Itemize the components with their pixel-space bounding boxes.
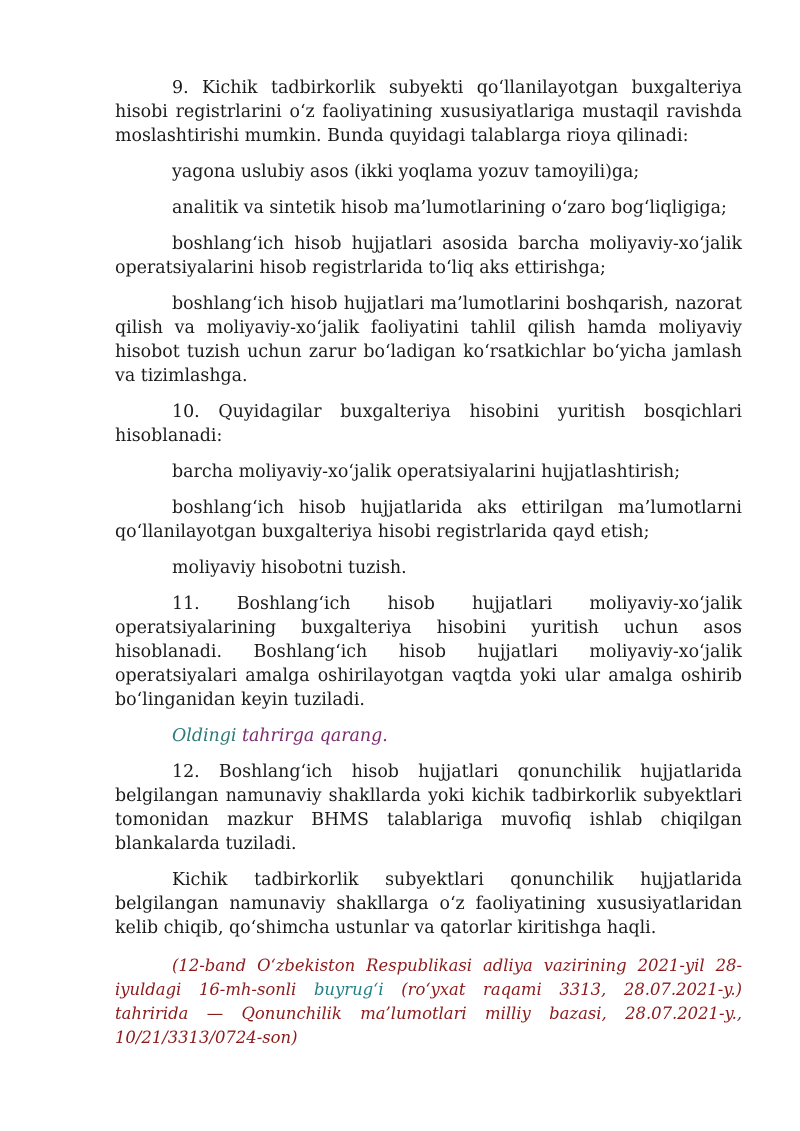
previous-edition-note bbox=[115, 724, 742, 748]
order-link[interactable]: buyrug‘i bbox=[313, 980, 384, 999]
list-item: barcha moliyaviy-xo‘jalik operatsiyalarini hujjatlashtirish; bbox=[172, 462, 681, 482]
paragraph-12: 12. Boshlang‘ich hisob hujjatlari qonunchilik hujjatlarida belgilangan namunaviy shakllarda yoki kichik tadbirkorlik subyektlari tomonidan mazkur BHMS talablariga muvofiq ishlab chiqilgan blankalarda tuziladi. bbox=[115, 762, 742, 854]
list-item: boshlang‘ich hisob hujjatlarida aks ettirilgan ma’lumotlarni qo‘llanilayotgan buxgalteriya hisobi registrlarida qayd etish; bbox=[115, 498, 742, 542]
paragraph-11: 11. Boshlang‘ich hisob hujjatlari moliyaviy-xo‘jalik operatsiyalarining buxgalteriya hisobini yuritish uchun asos hisoblanadi. Boshlang‘ich hisob hujjatlari moliyaviy-xo‘jalik operatsiyalari amalga oshirilayotgan vaqtda yoki ular amalga oshirib bo‘linganidan keyin tuziladi. bbox=[115, 594, 742, 710]
list-item: boshlang‘ich hisob hujjatlari ma’lumotlarini boshqarish, nazorat qilish va moliyaviy-xo‘jalik faoliyatini tahlil qilish hamda moliyaviy hisobot tuzish uchun zarur bo‘ladigan ko‘rsatkichlar bo‘yicha jamlash va tizimlashga. bbox=[115, 294, 742, 386]
amendment-reference bbox=[115, 954, 742, 1050]
paragraph-9: 9. Kichik tadbirkorlik subyekti qo‘llanilayotgan buxgalteriya hisobi registrlarini o‘z faoliyatining xususiyatlariga mustaqil ravishda moslashtirishi mumkin. Bunda quyidagi talablarga rioya qilinadi: bbox=[115, 78, 742, 146]
previous-edition-note-text: tahrirga qarang. bbox=[236, 726, 388, 746]
list-item: moliyaviy hisobotni tuzish. bbox=[172, 558, 407, 578]
paragraph-10: 10. Quyidagilar buxgalteriya hisobini yuritish bosqichlari hisoblanadi: bbox=[115, 402, 742, 446]
reference-text-after: (ro‘yxat raqami 3313, 28.07.2021-y.) tahririda — Qonunchilik ma’lumotlari milliy bazasi, 28.07.2021-y., 10/21/3313/0724-son) bbox=[115, 980, 742, 1047]
previous-edition-link[interactable]: Oldingi bbox=[172, 726, 237, 746]
list-item: yagona uslubiy asos (ikki yoqlama yozuv tamoyili)ga; bbox=[172, 162, 640, 182]
list-item: analitik va sintetik hisob ma’lumotlarining o‘zaro bog‘liqligiga; bbox=[172, 198, 727, 218]
paragraph-12-continued: Kichik tadbirkorlik subyektlari qonunchilik hujjatlarida belgilangan namunaviy shakllarga o‘z faoliyatining xususiyatlaridan kelib chiqib, qo‘shimcha ustunlar va qatorlar kiritishga haqli. bbox=[115, 870, 742, 938]
reference-text-before: (12-band O‘zbekiston Respublikasi adliya vazirining 2021-yil 28-iyuldagi 16-mh-sonli bbox=[115, 956, 742, 999]
list-item: boshlang‘ich hisob hujjatlari asosida barcha moliyaviy-xo‘jalik operatsiyalarini hisob registrlarida to‘liq aks ettirishga; bbox=[115, 234, 742, 278]
